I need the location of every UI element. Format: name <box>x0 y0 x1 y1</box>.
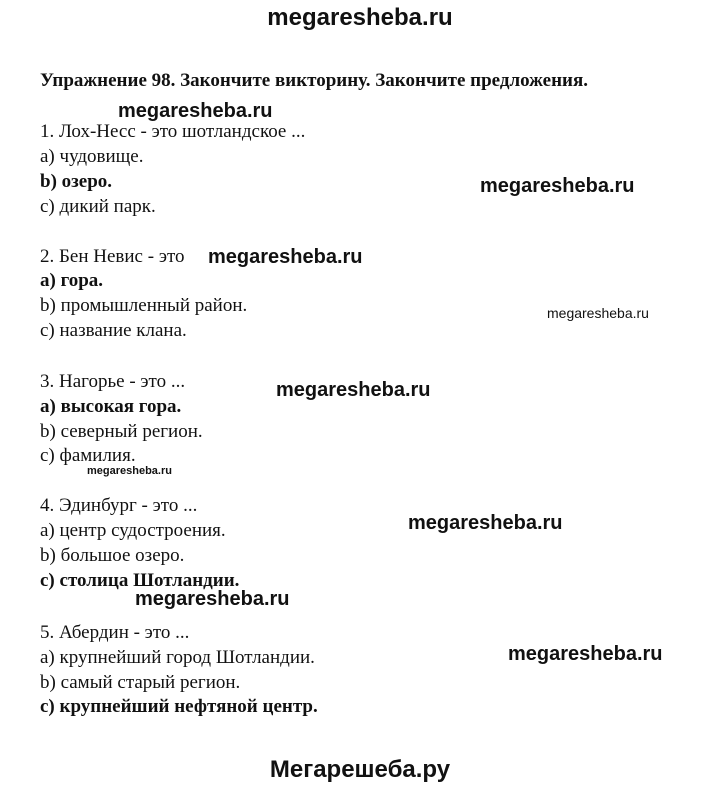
question-2-option-a-answer: a) гора. <box>40 270 104 291</box>
question-5-option-b: b) самый старый регион. <box>40 672 241 693</box>
question-3-stem: 3. Нагорье - это ... <box>40 371 186 392</box>
exercise-title: Упражнение 98. Закончите викторину. Закончите предложения. <box>40 70 589 91</box>
watermark: megaresheba.ru <box>208 246 363 268</box>
watermark: megaresheba.ru <box>547 305 649 321</box>
question-1-stem: 1. Лох-Несс - это шотландское ... <box>40 121 306 142</box>
question-2-option-b: b) промышленный район. <box>40 295 248 316</box>
question-2-option-c: c) название клана. <box>40 320 187 341</box>
watermark: megaresheba.ru <box>480 175 635 197</box>
question-2-stem: 2. Бен Невис - это <box>40 246 185 267</box>
site-footer: Мегарешеба.ру <box>269 756 451 783</box>
watermark: megaresheba.ru <box>276 379 431 401</box>
watermark: megaresheba.ru <box>87 465 172 477</box>
question-3-option-c: c) фамилия. <box>40 445 136 466</box>
watermark: megaresheba.ru <box>118 100 273 122</box>
question-4-option-b: b) большое озеро. <box>40 545 185 566</box>
question-3-option-a-answer: a) высокая гора. <box>40 396 182 417</box>
question-5-option-a: a) крупнейший город Шотландии. <box>40 647 315 668</box>
question-5-stem: 5. Абердин - это ... <box>40 622 190 643</box>
question-4-stem: 4. Эдинбург - это ... <box>40 495 198 516</box>
question-4-option-a: a) центр судостроения. <box>40 520 226 541</box>
question-3-option-b: b) северный регион. <box>40 421 203 442</box>
question-1-option-a: a) чудовище. <box>40 146 144 167</box>
question-4-option-c-answer: c) столица Шотландии. <box>40 570 240 591</box>
question-1-option-b-answer: b) озеро. <box>40 171 113 192</box>
site-header: megaresheba.ru <box>267 4 453 31</box>
watermark: megaresheba.ru <box>135 588 290 610</box>
watermark: megaresheba.ru <box>508 643 663 665</box>
question-5-option-c-answer: c) крупнейший нефтяной центр. <box>40 696 318 717</box>
watermark: megaresheba.ru <box>408 512 563 534</box>
question-1-option-c: c) дикий парк. <box>40 196 156 217</box>
